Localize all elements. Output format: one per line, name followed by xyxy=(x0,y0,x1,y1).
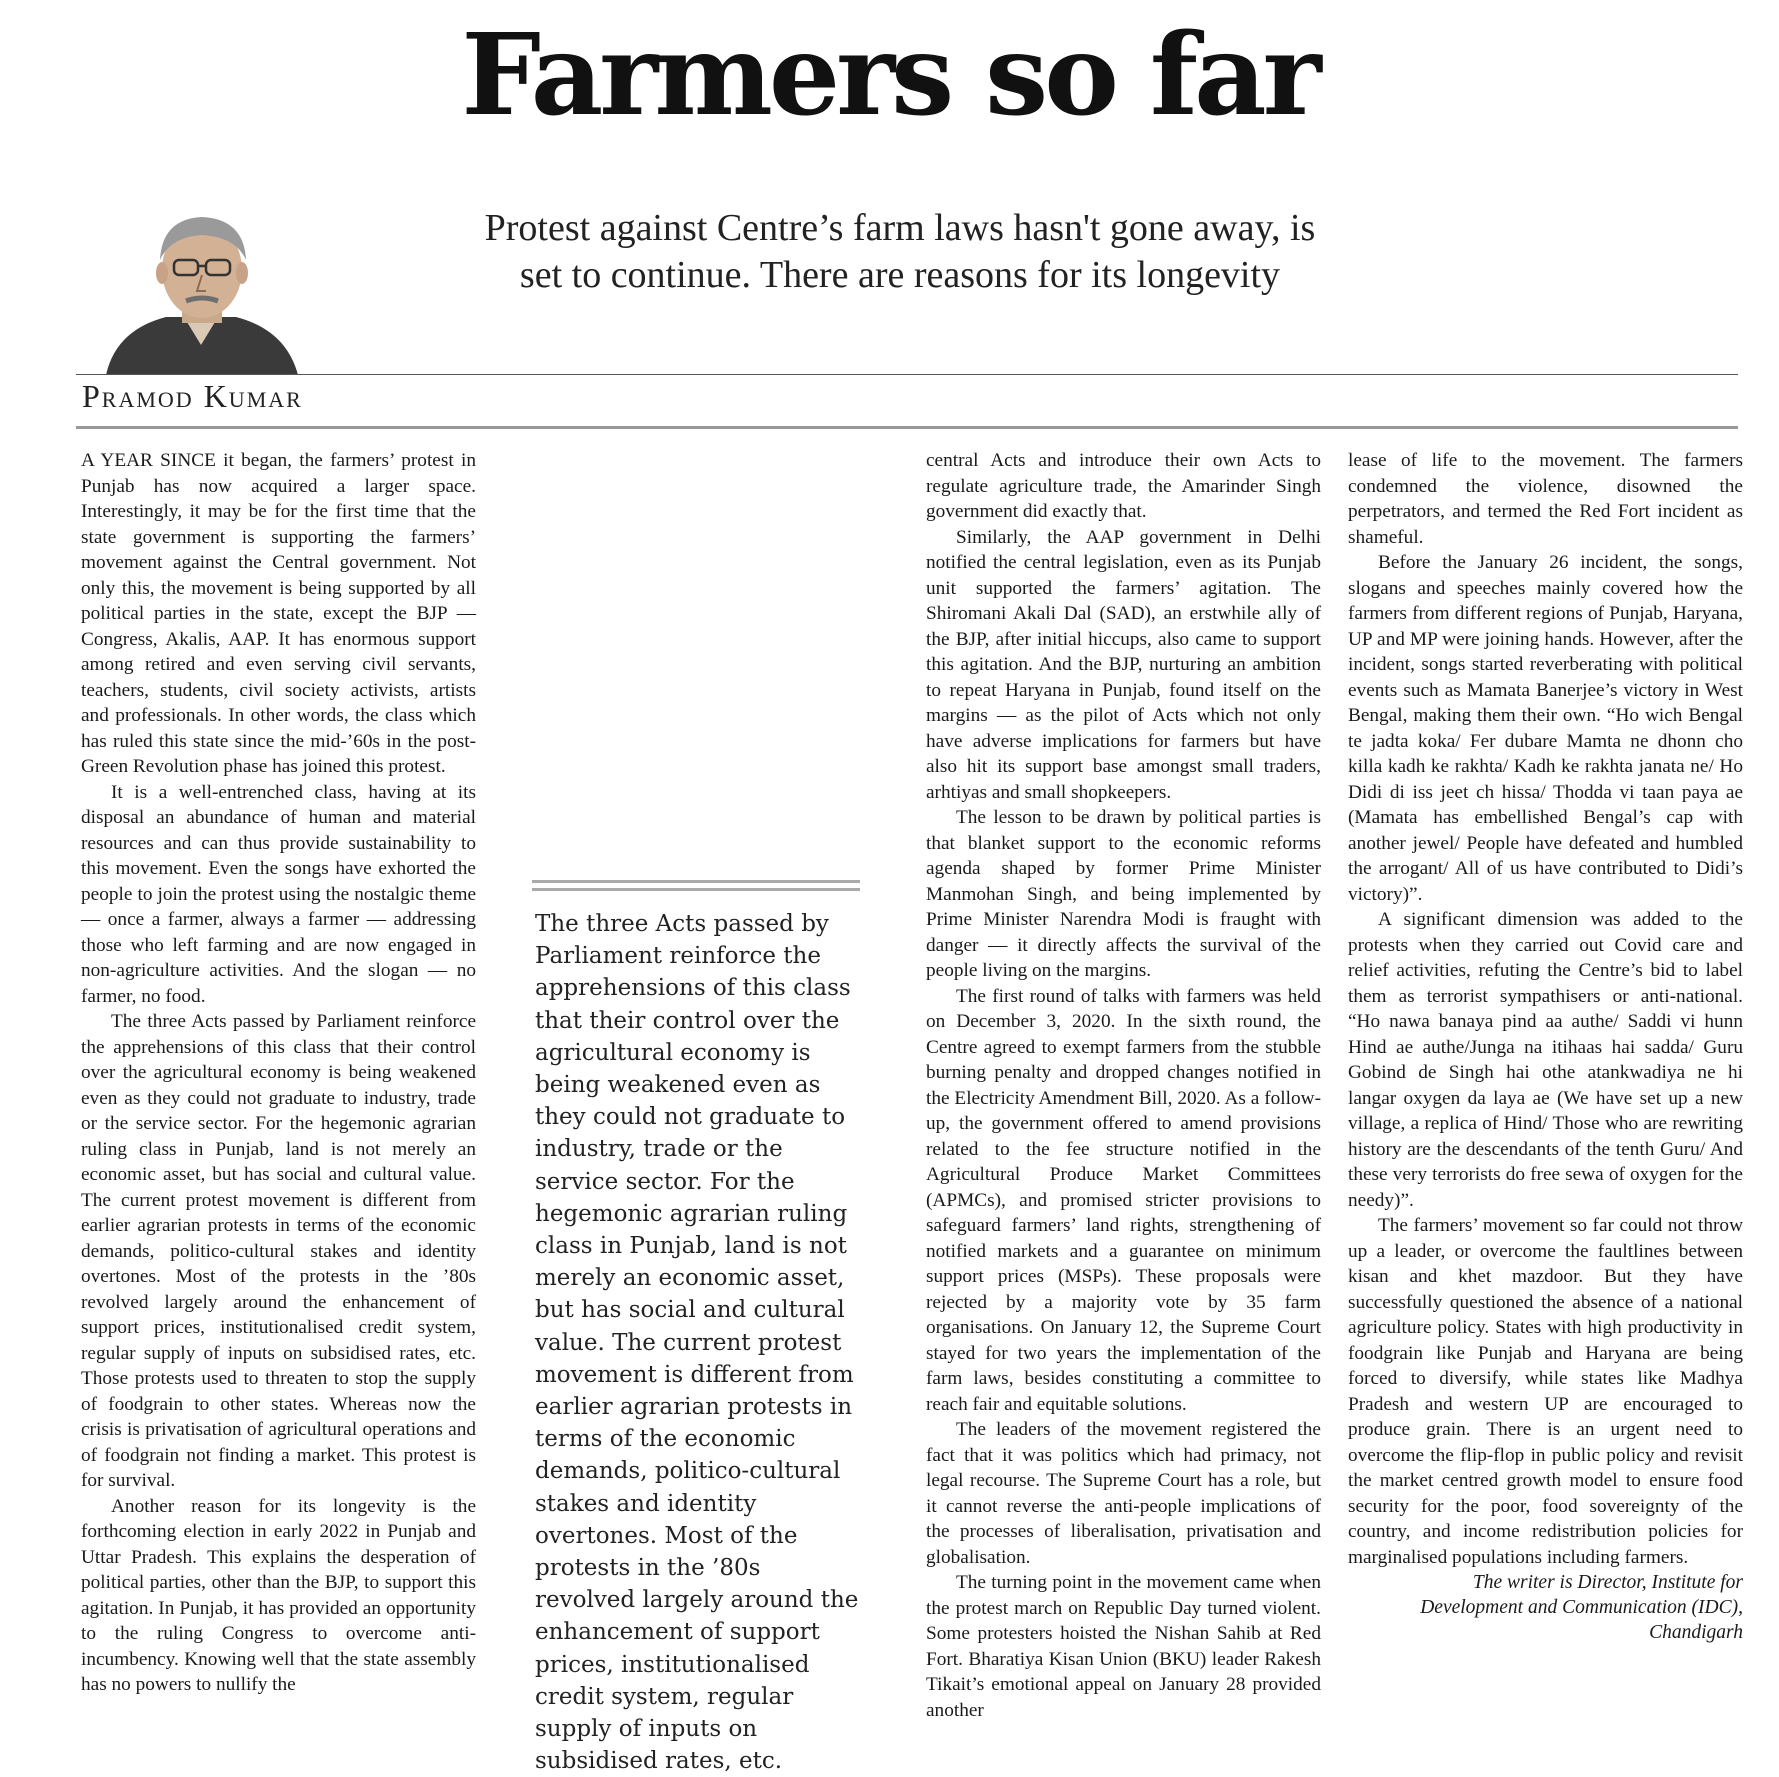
headline: Farmers so far xyxy=(461,10,1318,141)
deck: Protest against Centre’s farm laws hasn't gone away, is set to continue. There are reasons for its longevity xyxy=(484,207,1316,296)
paragraph: The leaders of the movement registered the fact that it was politics which had primacy, not legal recourse. The Supreme Court has a role, but it cannot reverse the anti-people implications of the processes of liberalisation, privatisation and globalisation. xyxy=(926,1419,1321,1568)
paragraph: The turning point in the movement came when the protest march on Republic Day turned violent. Some protesters hoisted the Nishan Sahib at Red Fort. Bharatiya Kisan Union (BKU) leader Rakesh Tikait’s emotional appeal on January 28 provided another xyxy=(926,1572,1321,1721)
paragraph: lease of life to the movement. The farmers condemned the violence, disowned the perpetrators, and termed the Red Fort incident as shameful. xyxy=(1348,450,1743,548)
byline: Pramod Kumar xyxy=(82,378,303,414)
paragraph: The lesson to be drawn by political parties is that blanket support to the economic reforms agenda shaped by former Prime Minister Manmohan Singh, and being implemented by Prime Minister Narendra Modi is fraught with danger — it directly affects the survival of the people living on the margins. xyxy=(926,807,1321,981)
paragraph: Another reason for its longevity is the forthcoming election in early 2022 in Punjab and Uttar Pradesh. This explains the desperation of political parties, other than the BJP, to support this agitation. In Punjab, it has provided an opportunity to the ruling Congress to overcome anti-incumbency. Knowing well that the state assembly has no powers to nullify the xyxy=(81,1495,476,1695)
paragraph: It is a well-entrenched class, having at its disposal an abundance of human and material resources and can thus provide sustainability to this movement. Even the songs have exhorted the people to join the protest using the nostalgic theme — once a farmer, always a farmer — addressing those who left farming and are now engaged in non-agriculture activities. And the slogan — no farmer, no food. xyxy=(81,781,476,1007)
column-1 xyxy=(81,448,476,1698)
paragraph: The farmers’ movement so far could not throw up a leader, or overcome the faultlines between kisan and khet mazdoor. But they have successfully questioned the absence of a national agriculture policy. States with high productivity in foodgrain like Punjab and Haryana are being forced to diversify, while states like Madhya Pradesh and western UP are encouraged to produce grain. There is an urgent need to overcome the flip-flop in public policy and revisit the market centred growth model to ensure food security for the poor, food sovereignty of the country, and income redistribution policies for marginalised populations including farmers. xyxy=(1348,1215,1743,1568)
paragraph: The three Acts passed by Parliament reinforce the apprehensions of this class that their control over the agricultural economy is being weakened even as they could not graduate to industry, trade or the service sector. For the hegemonic agrarian ruling class in Punjab, land is not merely an economic asset, but has social and cultural value. The current protest movement is different from earlier agrarian protests in terms of the economic demands, politico-cultural stakes and identity overtones. Most of the protests in the ’80s revolved largely around the enhancement of support prices, institutionalised credit system, regular supply of inputs on subsidised rates, etc. Those protests used to threaten to stop the supply of foodgrain to other states. Whereas now the crisis is privatisation of agricultural operations and of foodgrain not finding a market. This protest is for survival. xyxy=(81,1011,476,1491)
author-credit: The writer is Director, Institute for Development and Communication (IDC), Chandigarh xyxy=(1420,1572,1743,1643)
paragraph: A YEAR SINCE it began, the farmers’ protest in Punjab has now acquired a larger space. Interestingly, it may be for the first time that the state government is supporting the farmers’ movement against the Central government. Not only this, the movement is being supported by all political parties in the state, except the BJP — Congress, Akalis, AAP. It has enormous support among retired and even serving civil servants, teachers, students, civil society activists, artists and professionals. In other words, the class which has ruled this state since the mid-’60s in the post-Green Revolution phase has joined this protest. xyxy=(81,450,476,777)
paragraph: Similarly, the AAP government in Delhi notified the central legislation, even as its Punjab unit supported the farmers’ agitation. The Shiromani Akali Dal (SAD), an erstwhile ally of the BJP, after initial hiccups, also came to support this agitation. And the BJP, nurturing an ambition to repeat Haryana in Punjab, found itself on the margins — as the pilot of Acts which not only have adverse implications for farmers but have also hit its support base amongst small traders, arhtiyas and small shopkeepers. xyxy=(926,526,1321,803)
column-3 xyxy=(926,448,1321,1723)
paragraph: Before the January 26 incident, the songs, slogans and speeches mainly covered how the farmers from different regions of Punjab, Haryana, UP and MP were joining hands. However, after the incident, songs started reverberating with political events such as Mamata Banerjee’s victory in West Bengal, making them their own. “Ho wich Bengal te jadta koka/ Fer dubare Mamta ne dhonn cho killa kadh ke rakhta/ Kadh ke rakhta janata ne/ Ho Didi di iss jeet ch hissa/ Thodda vi taan paya ae (Mamata has embellished Bengal’s cap with another jewel/ People have defeated and humbled the arrogant/ All of us have contributed to Didi’s victory)”. xyxy=(1348,552,1743,905)
paragraph: The first round of talks with farmers was held on December 3, 2020. In the sixth round, the Centre agreed to exempt farmers from the stubble burning penalty and dropped changes notified in the Electricity Amendment Bill, 2020. As a follow-up, the government offered to amend provisions related to the fee structure notified in the Agricultural Produce Market Committees (APMCs), and promised stricter provisions to safeguard farmers’ land rights, strengthening of notified markets and a guarantee on minimum support prices (MSPs). These proposals were rejected by a majority vote by 35 farm organisations. On January 12, the Supreme Court stayed for two years the implementation of the farm laws, besides constituting a committee to reach fair and equitable solutions. xyxy=(926,985,1321,1415)
pullquote: The three Acts passed by Parliament reinforce the apprehensions of this class that their control over the agricultural economy is being weakened even as they could not graduate to industry, trade or the service sector. For the hegemonic agrarian ruling class in Punjab, land is not merely an economic asset, but has social and cultural value. The current protest movement is different from earlier agrarian protests in terms of the economic demands, politico-cultural stakes and identity overtones. Most of the protests in the ’80s revolved largely around the enhancement of support prices, institutionalised credit system, regular supply of inputs on subsidised rates, etc. xyxy=(535,911,859,1775)
author-portrait xyxy=(76,205,326,375)
column-4 xyxy=(1348,448,1743,1645)
paragraph: central Acts and introduce their own Acts to regulate agriculture trade, the Amarinder Singh government did exactly that. xyxy=(926,450,1321,522)
pullquote-rule xyxy=(532,880,860,896)
byline-bottom-rule xyxy=(76,426,1738,429)
byline-top-rule xyxy=(76,374,1738,375)
paragraph: A significant dimension was added to the protests when they carried out Covid care and relief activities, refuting the Centre’s bid to label them as terrorist sympathisers or anti-national. “Ho nawa banaya pind aa authe/ Saddi vi hunn Hind ae authe/Junga na itihaas hai sadda/ Guru Gobind de Singh hai othe atankwadiya ne hi langar oxygen da laya ae (We have set up a new village, a replica of Hind/ Those who are rewriting history are the descendants of the tenth Guru/ And these very terrorists do free sewa of oxygen for the needy)”. xyxy=(1348,909,1743,1211)
